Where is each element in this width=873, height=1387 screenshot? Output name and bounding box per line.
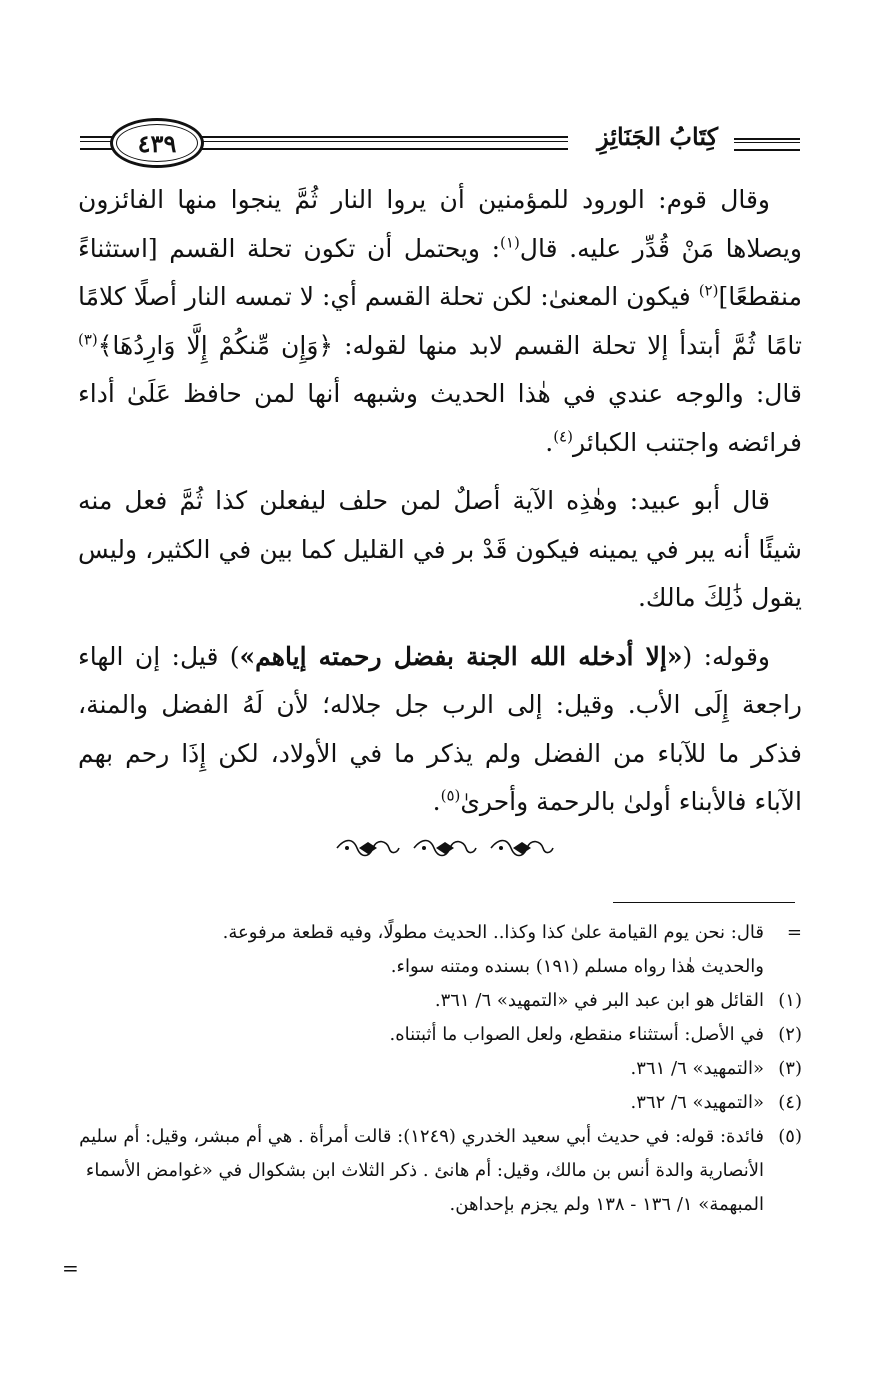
header-rule-left — [80, 136, 114, 150]
footnote-ref-4: (٤) — [553, 427, 573, 446]
footnote-ref-3: (٣) — [78, 330, 98, 349]
p3-text-c: . — [432, 787, 441, 816]
paragraph-3 — [78, 633, 802, 827]
header-rule-right — [734, 138, 800, 151]
body-text — [78, 176, 802, 837]
p1-text-a: وقال قوم: الورود للمؤمنين أن يروا النار ثُمَّ ينجوا منها الفائزون ويصلاها مَنْ قُدِّر عليه. قال — [78, 185, 802, 263]
p1-text-d: قال: والوجه عندي في هٰذا الحديث وشبهه أنها لمن حافظ عَلَىٰ أداء فرائضه واجتنب الكبائر — [78, 379, 802, 457]
footnote-continuation-2 — [60, 950, 802, 984]
footnote-ref-1: (١) — [500, 233, 520, 252]
footnote-ref-2: (٢) — [698, 281, 719, 300]
footnote-marker: (٤) — [778, 1092, 802, 1113]
footnote-continued-marker: = — [62, 1256, 79, 1280]
ornament-flourish-icon — [335, 835, 401, 861]
continuation-line-1: قال: نحن يوم القيامة علىٰ كذا وكذا.. الحديث مطولًا، وفيه قطعة مرفوعة. — [222, 922, 764, 943]
footnote-marker: (١) — [778, 990, 802, 1011]
footnote-marker: (٥) — [778, 1126, 802, 1147]
hadith-quote: «إلا أدخله الله الجنة بفضل رحمته إياهم» — [239, 641, 683, 671]
ornament-flourish-icon — [412, 835, 478, 861]
footnotes — [60, 916, 802, 1222]
footnote-item — [60, 984, 802, 1018]
p1-text-e: . — [545, 427, 554, 457]
footnote-marker: (٣) — [778, 1058, 802, 1079]
page-number-oval — [110, 118, 204, 168]
footnote-separator — [613, 902, 795, 903]
footnote-item — [60, 1120, 802, 1222]
page-number: ٤٣٩ — [137, 128, 177, 158]
p3-text-b: ) قيل: إن الهاء راجعة إِلَى الأب. وقيل: إلى الرب جل جلاله؛ لأن لَهُ الفضل والمنة، فذكر ما للآباء من الفضل ولم يذكر ما في الأولاد، لكن إِذَا رحم بهم الآباء فالأبناء أولىٰ بالرحمة وأحرىٰ — [78, 641, 802, 816]
footnote-continuation — [60, 916, 802, 950]
footnote-item — [60, 1086, 802, 1120]
footnote-ref-5: (٥) — [440, 786, 461, 805]
section-ornament — [335, 833, 555, 863]
paragraph-2: قال أبو عبيد: وهٰذِه الآية أصلٌ لمن حلف ليفعلن كذا ثُمَّ فعل منه شيئًا أنه يبر في يمينه فيكون قَدْ بر في القليل كما بين في الكثير، وليس يقول ذَٰلِكَ مالك. — [78, 486, 802, 612]
footnote-marker: (٢) — [778, 1024, 802, 1045]
paragraph-1 — [78, 176, 802, 467]
page-header — [80, 118, 800, 166]
footnote-item — [60, 1052, 802, 1086]
running-title: كِتَابُ الجَنَائِزِ — [597, 122, 718, 151]
footnote-text: «التمهيد» ٦/ ٣٦١. — [630, 1058, 764, 1079]
footnote-item — [60, 1018, 802, 1052]
footnote-text: القائل هو ابن عبد البر في «التمهيد» ٦/ ٣٦١. — [434, 990, 764, 1011]
p1-text-c: فيكون المعنىٰ: لكن تحلة القسم أي: لا تمسه النار أصلًا كلامًا تامًا ثُمَّ أبتدأ إلا تحلة القسم لابد منها لقوله: ﴿وَإِن مِّنكُمْ إِلَّا وَارِدُهَا﴾ — [78, 282, 802, 360]
footnote-text: «التمهيد» ٦/ ٣٦٢. — [630, 1092, 764, 1113]
footnote-text: فائدة: قوله: في حديث أبي سعيد الخدري (١٢٤٩): قالت أمرأة . هي أم مبشر، وقيل: أم سليم الأنصارية والدة أنس بن مالك، وقيل: أم هانئ . ذكر الثلاث ابن بشكوال في «غوامض الأسماء المبهمة» ١/ ١٣٦ - ١٣٨ ولم يجزم بإحداهن. — [79, 1126, 764, 1215]
p3-text-a: وقوله: ( — [682, 641, 770, 671]
header-rule-middle — [195, 136, 568, 150]
p1-text-b: : ويحتمل أن تكون تحلة القسم [استثناءً منقطعًا] — [78, 233, 802, 311]
continuation-line-2: والحديث هٰذا رواه مسلم (١٩١) بسنده ومتنه سواء. — [390, 956, 764, 977]
footnote-text: في الأصل: أستثناء منقطع، ولعل الصواب ما أثبتناه. — [389, 1024, 764, 1045]
ornament-flourish-icon — [489, 835, 555, 861]
continuation-marker: = — [786, 922, 802, 943]
